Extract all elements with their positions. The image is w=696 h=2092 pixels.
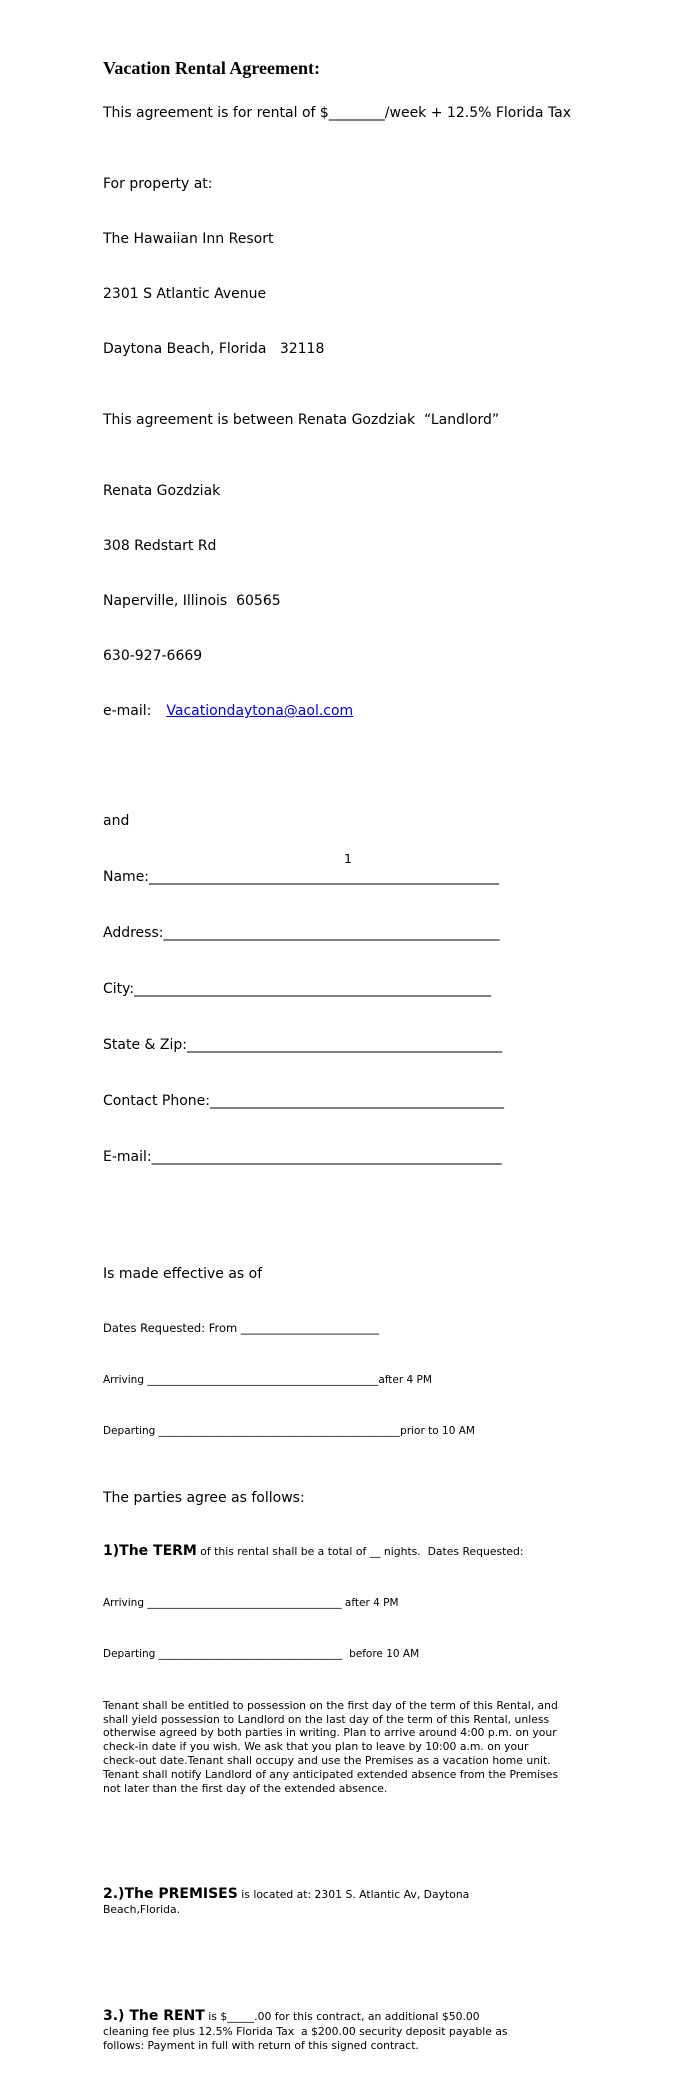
premises-section	[103, 1849, 618, 1955]
arriving-line: Arriving ____________________________________________after 4 PM	[103, 1374, 432, 1386]
email-link[interactable]: Vacationdaytona@aol.com	[166, 703, 354, 719]
tenant-block	[103, 774, 618, 1204]
premises-line	[103, 1887, 618, 1917]
and-label: and	[103, 813, 130, 829]
rent-body: is $_____.00 for this contract, an additional $50.00 cleaning fee plus 12.5% Florida Tax a $200.00 security deposit payable as follows: Payment in full with return of this signed contract.	[103, 2010, 508, 2053]
tenant-name-field: Name:__________________________________________________	[103, 869, 500, 885]
term-intro: of this rental shall be a total of __ nights. Dates Requested:	[196, 1545, 524, 1558]
property-street: 2301 S Atlantic Avenue	[103, 286, 267, 302]
effective-date-block	[103, 1228, 618, 1476]
landlord-phone: 630-927-6669	[103, 648, 203, 664]
agreement-heading: The parties agree as follows:	[103, 1490, 305, 1506]
parties-line: This agreement is between Renata Gozdziak “Landlord”	[103, 412, 500, 428]
term-label: 1)The TERM	[103, 1543, 197, 1559]
tenant-city-field: City:___________________________________________________	[103, 981, 492, 997]
landlord-email-line	[103, 703, 618, 720]
page-number: 1	[344, 851, 352, 866]
property-city-state-zip: Daytona Beach, Florida 32118	[103, 341, 325, 357]
tenant-email-field: E-mail:__________________________________________________	[103, 1149, 502, 1165]
premises-label: 2.)The PREMISES	[103, 1886, 238, 1903]
tenant-state-zip-field: State & Zip:_____________________________________________	[103, 1037, 502, 1053]
term-body: Tenant shall be entitled to possession on the first day of the term of this Rental, and shall yield possession to Landlord on the last day of the term of this Rental, unless otherwise agreed by both parties in writing. Plan to arrive around 4:00 p.m. on your check-in date if you wish. We ask that you plan to leave by 10:00 a.m. on your check-out date.Tenant shall occupy and use the Premises as a vacation home unit. Tenant shall notify Landlord of any anticipated extended absence from the Premises not later than the first day of the extended absence.	[103, 1698, 559, 1795]
email-label: e-mail:	[103, 703, 152, 719]
landlord-block	[103, 445, 618, 758]
landlord-city-state-zip: Naperville, Illinois 60565	[103, 593, 281, 609]
departing-line: Departing ______________________________________________prior to 10 AM	[103, 1425, 475, 1437]
premises-body: is located at: 2301 S. Atlantic Av, Daytona Beach,Florida.	[103, 1888, 470, 1916]
term-heading-line	[103, 1545, 618, 1559]
rent-label: 3.) The RENT	[103, 2008, 205, 2025]
document-title: Vacation Rental Agreement:	[103, 58, 320, 78]
effective-heading: Is made effective as of	[103, 1266, 263, 1282]
tenant-address-field: Address:________________________________________________	[103, 925, 500, 941]
property-name: The Hawaiian Inn Resort	[103, 231, 274, 247]
landlord-name: Renata Gozdziak	[103, 483, 221, 499]
rental-rate-line: This agreement is for rental of $________/week + 12.5% Florida Tax	[103, 105, 572, 121]
rent-line	[103, 2009, 618, 2054]
term-section	[103, 1507, 618, 1833]
term-arriving-line: Arriving _____________________________________ after 4 PM	[103, 1596, 399, 1609]
landlord-street: 308 Redstart Rd	[103, 538, 217, 554]
rent-section	[103, 1971, 618, 2092]
term-departing-line: Departing ___________________________________ before 10 AM	[103, 1647, 420, 1660]
property-heading: For property at:	[103, 176, 213, 192]
dates-requested-line: Dates Requested: From ________________________	[103, 1321, 379, 1335]
property-block	[103, 138, 618, 396]
tenant-contact-phone-field: Contact Phone:__________________________________________	[103, 1093, 505, 1109]
